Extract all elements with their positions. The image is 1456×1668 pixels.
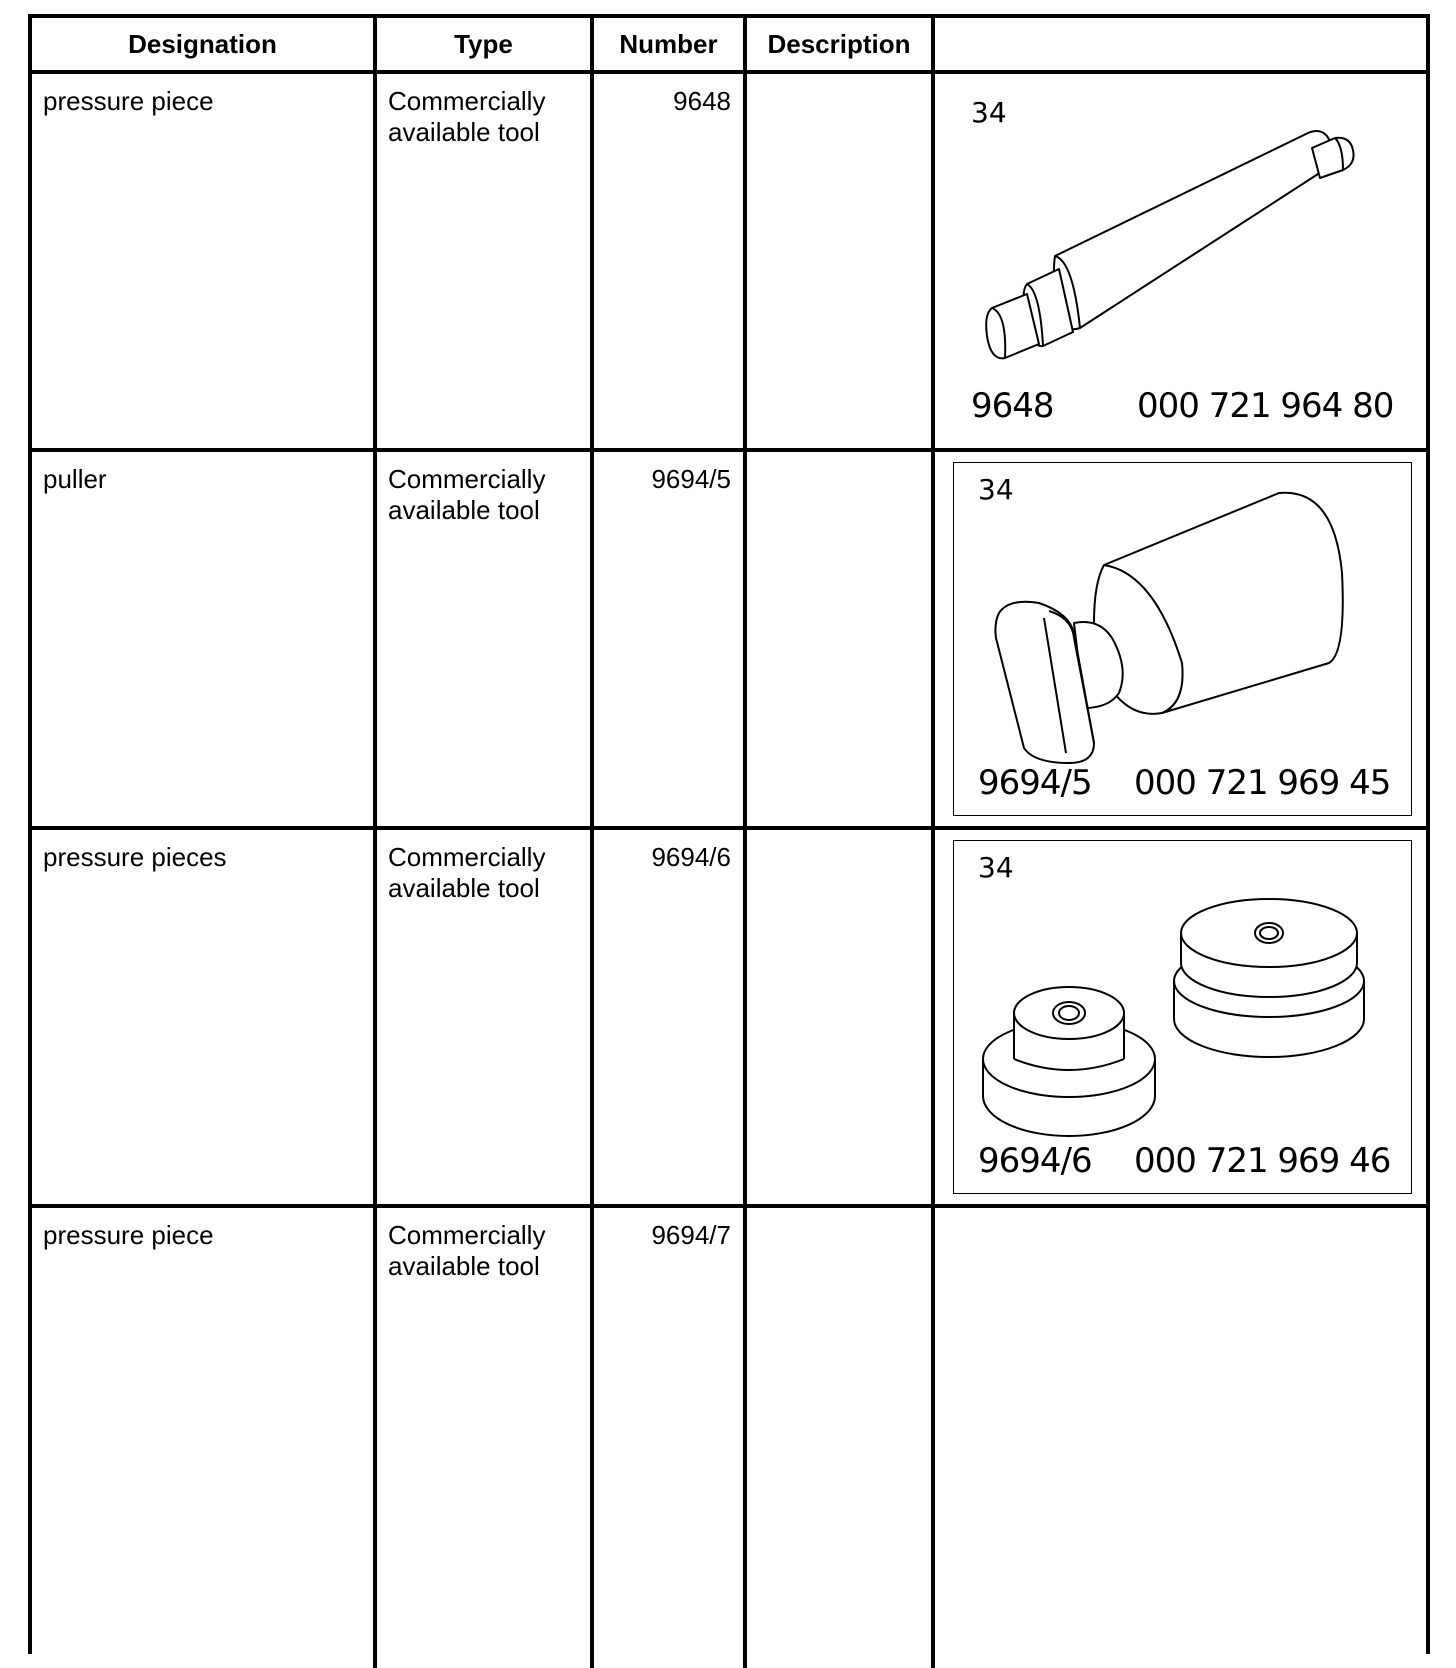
table-row	[32, 830, 1426, 1208]
header-type: Type	[377, 18, 594, 70]
number-cell: 9694/5	[651, 464, 731, 494]
header-description: Description	[747, 18, 935, 70]
description-cell	[747, 452, 931, 464]
designation-cell: pressure pieces	[43, 842, 227, 872]
tool-figure	[955, 86, 1405, 438]
figure-part-number: 000 721 964 80	[1137, 386, 1394, 426]
special-tools-table	[28, 14, 1430, 1654]
figure-label: 34	[978, 473, 1014, 506]
figure-cell	[935, 452, 1430, 826]
figure-part-number: 000 721 969 46	[1134, 1141, 1391, 1181]
table-row	[32, 74, 1426, 452]
figure-label: 34	[971, 96, 1007, 129]
figure-tool-number: 9648	[971, 386, 1054, 426]
number-cell: 9648	[673, 86, 731, 116]
table-row	[32, 452, 1426, 830]
header-figure	[935, 18, 1430, 70]
figure-cell	[935, 1208, 1430, 1668]
header-number: Number	[594, 18, 747, 70]
designation-cell: pressure piece	[43, 1220, 214, 1250]
table-row	[32, 1208, 1426, 1668]
description-cell	[747, 1208, 931, 1220]
figure-cell	[935, 74, 1430, 448]
type-cell: Commercially available tool	[388, 842, 546, 903]
header-designation: Designation	[32, 18, 377, 70]
figure-cell	[935, 830, 1430, 1204]
tool-figure	[953, 462, 1412, 816]
table-header-row	[32, 18, 1426, 74]
type-cell: Commercially available tool	[388, 86, 546, 147]
description-cell	[747, 74, 931, 86]
type-cell: Commercially available tool	[388, 464, 546, 525]
tool-figure	[953, 840, 1412, 1194]
figure-part-number: 000 721 969 45	[1134, 763, 1391, 803]
figure-tool-number: 9694/6	[978, 1141, 1092, 1181]
number-cell: 9694/6	[651, 842, 731, 872]
figure-label: 34	[978, 851, 1014, 884]
designation-cell: pressure piece	[43, 86, 214, 116]
designation-cell: puller	[43, 464, 107, 494]
figure-tool-number: 9694/5	[978, 763, 1092, 803]
number-cell: 9694/7	[651, 1220, 731, 1250]
type-cell: Commercially available tool	[388, 1220, 546, 1281]
description-cell	[747, 830, 931, 842]
